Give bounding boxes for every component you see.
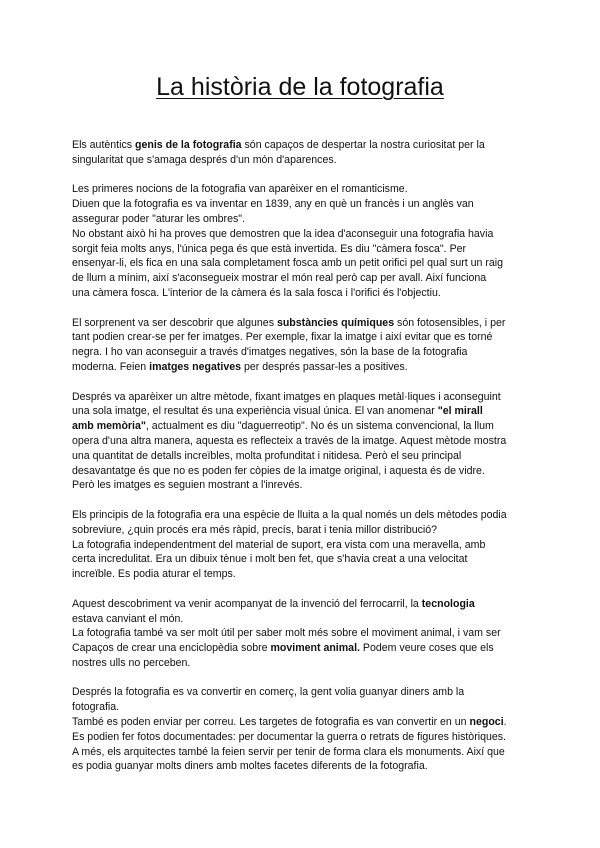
paragraph (72, 138, 542, 168)
text-run: També es poden enviar per correu. Les targetes de fotografia es van convertir en un (72, 716, 470, 729)
text-line (72, 464, 542, 479)
text-run: . (503, 716, 507, 729)
text-run: moderna. Feien (72, 360, 150, 373)
text-line (72, 197, 542, 212)
text-line (72, 242, 542, 257)
text-line (72, 715, 542, 730)
text-line (72, 523, 542, 538)
text-line (72, 138, 542, 153)
paragraph (72, 390, 542, 494)
paragraph (72, 685, 542, 774)
text-run: una sola imatge, el resultat és una experiència visual única. El van anomenar (72, 405, 438, 418)
bold-term: tecnologia (421, 597, 475, 610)
text-run: són capaços de despertar la nostra curiositat per la (241, 139, 485, 151)
text-run: opera d'una altra manera, aquesta es reflecteix a través de la imatge. Aquest mètode mostra (72, 434, 507, 447)
text-run: La fotografia també va ser molt útil per saber molt més sobre el moviment animal, i vam ser (72, 627, 501, 640)
text-run: sobreviure, ¿quin procés era més ràpid, precís, barat i tenia millor distribució? (72, 523, 438, 536)
text-run: Capaços de crear una enciclopèdia sobre (72, 642, 271, 655)
text-line (72, 478, 542, 493)
text-run: A més, els arquitectes també la feien servir per tenir de forma clara els monuments. Així que (72, 745, 505, 758)
text-run: La fotografia independentment del material de suport, era vista com una meravella, amb (72, 538, 486, 551)
text-line (72, 227, 542, 242)
text-line (72, 730, 542, 745)
text-run: Els principis de la fotografia era una espècie de lluita a la qual només un dels mètodes podia (72, 508, 507, 521)
text-run: El sorprenent va ser descobrir que algunes (72, 316, 277, 329)
text-run: No obstant això hi ha proves que demostren que la idea d'aconseguir una fotografia havia (72, 227, 494, 240)
text-run: Aquest descobriment va venir acompanyat de la invenció del ferrocarril, la (72, 597, 422, 610)
text-run: Diuen que la fotografia es va inventar en 1839, any en què un francès i un anglès van (72, 198, 474, 211)
bold-term: "el mirall (437, 405, 483, 418)
text-run: Les primeres nocions de la fotografia van aparèixer en el romanticisme. (72, 183, 408, 196)
bold-term: moviment animal. (270, 642, 360, 655)
text-line (72, 641, 542, 656)
text-run: , actualment es diu "daguerreotip". No és un sistema convencional, la llum (145, 420, 494, 433)
text-run: Podem veure coses que els (359, 642, 494, 655)
text-run: desavantatge és que no es poden fer còpies de la imatge original, i aquesta és de vidre. (72, 464, 485, 477)
bold-term: amb memòria" (72, 420, 146, 433)
document-body (72, 138, 542, 789)
text-run: singularitat que s'amaga després d'un món d'aparences. (72, 153, 337, 166)
text-line (72, 538, 542, 553)
text-line (72, 390, 542, 405)
text-run: una quantitat de detalls increïbles, molta profunditat i nitidesa. Però el seu principal (72, 449, 462, 462)
text-line (72, 685, 542, 700)
text-run: ensenyar-li, els fica en una sala completament fosca amb un petit orifici pel qual surt un raig (72, 257, 504, 270)
text-line (72, 153, 542, 168)
text-line (72, 449, 542, 464)
text-line (72, 212, 542, 227)
text-line (72, 256, 542, 271)
text-run: sorgit feia molts anys, l'única pega és que està invertida. Es diu "càmera fosca". Per (72, 242, 467, 255)
text-run: fotografia. (72, 701, 120, 714)
paragraph (72, 316, 542, 375)
text-line (72, 345, 542, 360)
text-line (72, 182, 542, 197)
bold-term: substàncies químiques (276, 316, 395, 329)
text-run: nostres ulls no perceben. (72, 656, 191, 669)
text-run: estava canviant el món. (72, 612, 184, 625)
text-run: són fotosensibles, i per (394, 316, 506, 329)
paragraph (72, 182, 542, 300)
text-run: negra. I ho van aconseguir a través d'imatges negatives, són la base de la fotografia (72, 346, 468, 359)
text-line (72, 360, 542, 375)
bold-term: negoci (469, 716, 504, 729)
document-title: La història de la fotografia (156, 73, 444, 101)
text-line (72, 286, 542, 301)
text-line (72, 330, 542, 345)
text-run: assegurar poder "aturar les ombres". (72, 212, 245, 225)
paragraph (72, 597, 542, 671)
paragraph (72, 508, 542, 582)
text-line (72, 700, 542, 715)
bold-term: genis de la fotografia (135, 139, 242, 151)
text-line (72, 404, 542, 419)
text-run: Després va aparèixer un altre mètode, fixant imatges en plaques metàl·liques i aconseguint (72, 390, 501, 403)
text-run: Els autèntics (72, 139, 136, 151)
text-line (72, 656, 542, 671)
text-line (72, 745, 542, 760)
text-line (72, 759, 542, 774)
text-run: Es podien fer fotos documentades: per documentar la guerra o retrats de figures històriques. (72, 730, 506, 743)
text-run: Després la fotografia es va convertir en comerç, la gent volia guanyar diners amb la (72, 686, 465, 699)
text-run: de llum a mínim, així s'aconsegueix mostrar el món real però cap per avall. Així funciona (72, 272, 487, 285)
bold-term: imatges negatives (149, 360, 242, 373)
text-line (72, 434, 542, 449)
text-line (72, 552, 542, 567)
text-line (72, 612, 542, 627)
text-line (72, 597, 542, 612)
text-run: increïble. Es podia aturar el temps. (72, 568, 236, 581)
text-line (72, 567, 542, 582)
text-run: una càmera fosca. L'interior de la càmera és la sala fosca i l'orifici és l'objectiu. (72, 286, 441, 299)
text-line (72, 419, 542, 434)
text-run: es podia guanyar molts diners amb moltes facetes diferents de la fotografia. (72, 760, 428, 773)
text-line (72, 626, 542, 641)
text-run: certa incredulitat. Era un dibuix tènue i molt ben fet, que s'havia creat a una velocitat (72, 553, 468, 566)
text-line (72, 316, 542, 331)
text-run: tant podien crear-se per fer imatges. Per exemple, fixar la imatge i així evitar que es torné (72, 331, 493, 344)
text-line (72, 271, 542, 286)
text-run: per després passar-les a positives. (241, 360, 408, 373)
text-line (72, 508, 542, 523)
text-run: Però les imatges es seguien mostrant a l'inrevés. (72, 479, 303, 492)
